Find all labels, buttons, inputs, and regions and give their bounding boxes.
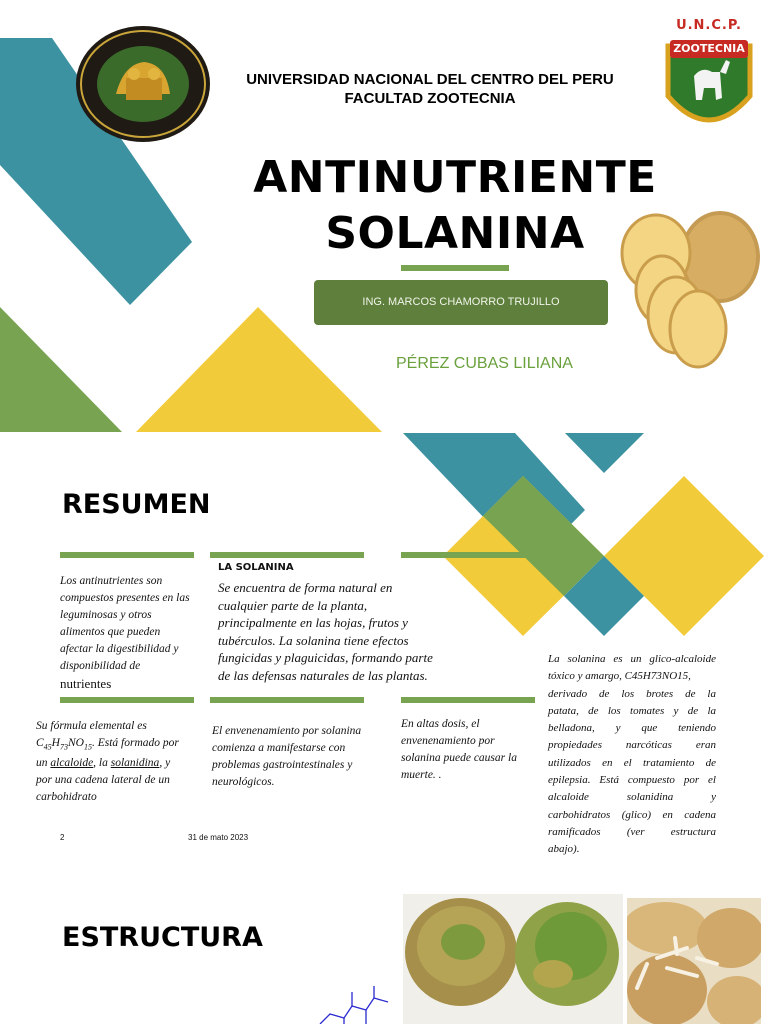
poisoning-line: problemas gastrointestinales y bbox=[212, 759, 353, 771]
col1-line: alimentos que pueden bbox=[60, 626, 161, 638]
university-seal-logo bbox=[74, 24, 212, 144]
high-dose-line: solanina puede causar la bbox=[401, 752, 517, 764]
poisoning-text bbox=[212, 723, 387, 791]
teal-small-triangle bbox=[565, 433, 644, 473]
university-name: UNIVERSIDAD NACIONAL DEL CENTRO DEL PERU bbox=[246, 71, 614, 88]
col2-line: de las defensas naturales de las plantas. bbox=[218, 667, 428, 683]
resumen-col1-text bbox=[60, 573, 210, 692]
col2-line: tubérculos. La solanina tiene efectos bbox=[218, 632, 409, 648]
high-dose-line: envenenamiento por bbox=[401, 735, 495, 747]
resumen-col2-text bbox=[218, 579, 468, 684]
right-line: epilepsia. Está compuesto por el bbox=[548, 774, 716, 787]
col2-line: principalmente en las hojas, frutos y bbox=[218, 615, 408, 630]
divider-col3-bottom bbox=[401, 697, 535, 703]
green-triangle bbox=[0, 307, 122, 432]
col2-line: Se encuentra de forma natural en bbox=[218, 580, 393, 595]
col2-line: cualquier parte de la planta, bbox=[218, 597, 368, 613]
title-line1: ANTINUTRIENTE bbox=[253, 152, 657, 203]
col2-line: fungicidas y plaguicidas, formando parte bbox=[218, 650, 433, 665]
yellow-triangle bbox=[136, 307, 382, 432]
right-line: propiedades narcóticas eran bbox=[548, 739, 716, 752]
formula-text-c: , y bbox=[159, 757, 171, 770]
author-name: PÉREZ CUBAS LILIANA bbox=[396, 355, 573, 372]
advisor-box: ING. MARCOS CHAMORRO TRUJILLO bbox=[314, 280, 608, 325]
divider-col2-bottom bbox=[210, 697, 364, 703]
footer-date: 31 de mato 2023 bbox=[188, 833, 249, 842]
high-dose-line: En altas dosis, el bbox=[401, 718, 480, 730]
high-dose-line: muerte. . bbox=[401, 769, 442, 781]
faculty-name: FACULTAD ZOOTECNIA bbox=[344, 90, 516, 107]
right-line: carbohidratos (glico) en cadena bbox=[548, 808, 716, 821]
estructura-heading: ESTRUCTURA bbox=[62, 922, 263, 953]
formula-no: NO bbox=[67, 737, 84, 749]
formula-h-sub: 73 bbox=[59, 742, 68, 752]
formula-line bbox=[36, 735, 211, 755]
right-line: belladona, y que teniendo bbox=[548, 722, 716, 735]
formula-text-a: un bbox=[36, 757, 51, 770]
formula-no-sub: 15 bbox=[83, 742, 92, 752]
formula-tail: . Está formado por bbox=[91, 737, 179, 749]
divider-col2-top bbox=[210, 552, 364, 558]
formula-text bbox=[36, 718, 211, 806]
right-line: ramificados (ver estructura bbox=[548, 825, 716, 838]
col1-line: afectar la digestibilidad y bbox=[60, 643, 179, 655]
formula-line bbox=[36, 755, 211, 772]
right-line: abajo). bbox=[548, 843, 580, 856]
poisoning-line: comienza a manifestarse con bbox=[212, 742, 346, 754]
formula-h: H bbox=[51, 737, 60, 749]
divider-col1-bottom bbox=[60, 697, 194, 703]
formula-line: por una cadena lateral de un bbox=[36, 774, 170, 787]
poisoning-line: neurológicos. bbox=[212, 776, 275, 788]
divider-col1-top bbox=[60, 552, 194, 558]
green-potatoes-photo bbox=[403, 894, 623, 1024]
title-underline bbox=[401, 265, 509, 271]
col1-line: disponibilidad de bbox=[60, 660, 141, 672]
formula-c-sub: 45 bbox=[43, 742, 52, 752]
right-line: La solanina es un glico-alcaloide bbox=[548, 653, 716, 665]
formula-line: Su fórmula elemental es bbox=[36, 720, 147, 732]
right-line: derivado de los brotes de la bbox=[548, 687, 716, 700]
right-description bbox=[548, 651, 716, 859]
col1-last-word: nutrientes bbox=[60, 676, 112, 691]
formula-c: C bbox=[36, 737, 44, 749]
alcaloide-term: alcaloide bbox=[50, 757, 94, 770]
title-line2: SOLANINA bbox=[325, 208, 585, 259]
right-line: patata, de los tomates y de la bbox=[548, 704, 716, 717]
divider-col3-top bbox=[401, 552, 535, 558]
right-line: tóxico y amargo, C45H73NO15, bbox=[548, 670, 691, 683]
logo-top-text: U.N.C.P. bbox=[676, 18, 742, 33]
page-number: 2 bbox=[60, 833, 65, 842]
sprouting-potatoes-photo bbox=[627, 898, 761, 1024]
solanine-structure-diagram bbox=[300, 978, 400, 1024]
right-line: utilizados en el tratamiento de bbox=[548, 756, 716, 769]
right-line: alcaloide solanidina y bbox=[548, 791, 716, 804]
logo-banner-text: ZOOTECNIA bbox=[673, 42, 745, 55]
col1-line: Los antinutrientes son bbox=[60, 575, 163, 587]
formula-text-b: , la bbox=[93, 757, 111, 770]
col1-line: leguminosas y otros bbox=[60, 609, 152, 621]
zootecnia-shield-logo bbox=[660, 16, 758, 144]
col1-line: compuestos presentes en las bbox=[60, 592, 190, 604]
formula-line: carbohidrato bbox=[36, 791, 97, 804]
la-solanina-label: LA SOLANINA bbox=[218, 562, 294, 573]
potato-slices-image bbox=[612, 205, 762, 370]
solanidina-term: solanidina bbox=[110, 757, 160, 770]
resumen-heading: RESUMEN bbox=[62, 489, 211, 520]
high-dose-text bbox=[401, 716, 541, 784]
poisoning-line: El envenenamiento por solanina bbox=[212, 725, 362, 737]
